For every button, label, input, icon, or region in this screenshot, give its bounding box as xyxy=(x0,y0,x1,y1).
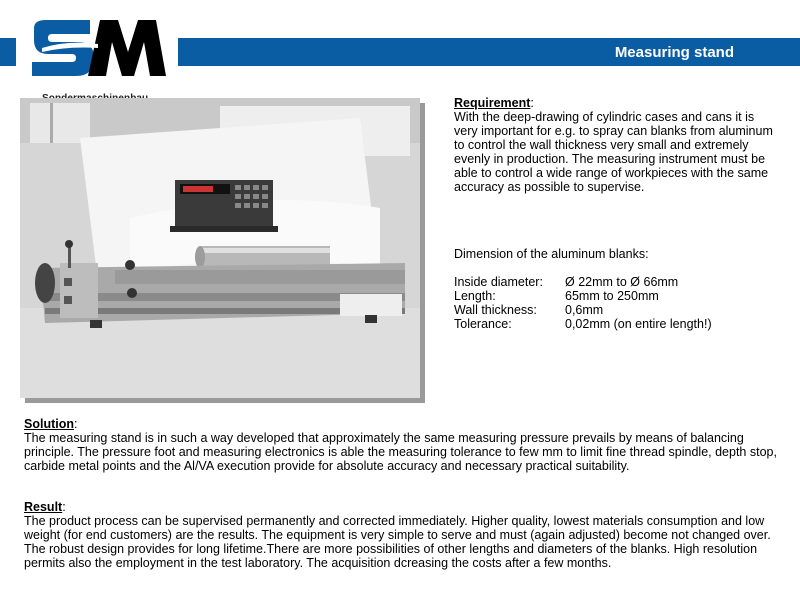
measuring-stand-photo xyxy=(20,98,420,398)
dimension-label: Length: xyxy=(454,289,496,303)
dimension-row xyxy=(454,303,712,317)
result-text: The product process can be supervised permanently and corrected immediately. Higher quality, lowest materials consumption and low weight (for end customers) are the results. The equipment is very simple to serve and must (again adjusted) become not changed over. The robust design provides for long lifetime.There are more possibilities of other lengths and diameters of the blanks. High resolution permits also the employment in the test laboratory. The acquisition dcreasing the costs after a few months. xyxy=(24,514,771,570)
dimension-label: Wall thickness: xyxy=(454,303,537,317)
result-heading: Result xyxy=(24,500,63,514)
dimension-value: Ø 22mm to Ø 66mm xyxy=(565,275,679,289)
solution-section: Solution: The measuring stand is in such a way developed that approximately the same measuring pressure prevails by means of balancing principle. The pressure foot and measuring electronics is able the measuring tolerance to few mm to limit fine thread spindle, depth stop, carbide metal points and the Al/VA execution provide for absolute accuracy and necessary practical suitability. xyxy=(24,417,784,473)
dimension-value: 0,02mm (on entire length!) xyxy=(565,317,712,331)
solution-text: The measuring stand is in such a way developed that approximately the same measuring pressure prevails by means of balancing principle. The pressure foot and measuring electronics is able the measuring tolerance to few mm to limit fine thread spindle, depth stop, carbide metal points and the Al/VA execution provide for absolute accuracy and necessary practical suitability. xyxy=(24,431,777,473)
requirement-section: Requirement: With the deep-drawing of cylindric cases and cans it is very important for e.g. to spray can blanks from aluminum to control the wall thickness very small and extremely evenly in production. The measuring instrument must be able to control a wide range of workpieces with the same accuracy as possible to supervise. xyxy=(454,96,773,194)
dimension-value: 65mm to 250mm xyxy=(565,289,659,303)
dimension-row xyxy=(454,289,712,303)
dimension-value: 0,6mm xyxy=(565,303,604,317)
page-title: Measuring stand xyxy=(614,44,734,61)
dimension-row xyxy=(454,275,712,289)
result-section: Result: The product process can be supervised permanently and corrected immediately. Higher quality, lowest materials consumption and low weight (for end customers) are the results. The equipment is very simple to serve and must (again adjusted) become not changed over. The robust design provides for long lifetime.There are more possibilities of other lengths and diameters of the blanks. High resolution permits also the employment in the test laboratory. The acquisition dcreasing the costs after a few months. xyxy=(24,500,784,570)
solution-heading: Solution xyxy=(24,417,74,431)
dimensions-table xyxy=(454,275,712,331)
sm-logo-mark xyxy=(28,18,168,90)
dimension-label: Inside diameter: xyxy=(454,275,543,289)
requirement-heading: Requirement xyxy=(454,96,531,110)
company-logo xyxy=(16,14,178,98)
dimensions-title: Dimension of the aluminum blanks: xyxy=(454,247,649,261)
requirement-text: With the deep-drawing of cylindric cases and cans it is very important for e.g. to spray can blanks from aluminum to control the wall thickness very small and extremely evenly in production. The measuring instrument must be able to control a wide range of workpieces with the same accuracy as possible to supervise. xyxy=(454,110,773,194)
dimension-label: Tolerance: xyxy=(454,317,512,331)
dimension-row xyxy=(454,317,712,331)
